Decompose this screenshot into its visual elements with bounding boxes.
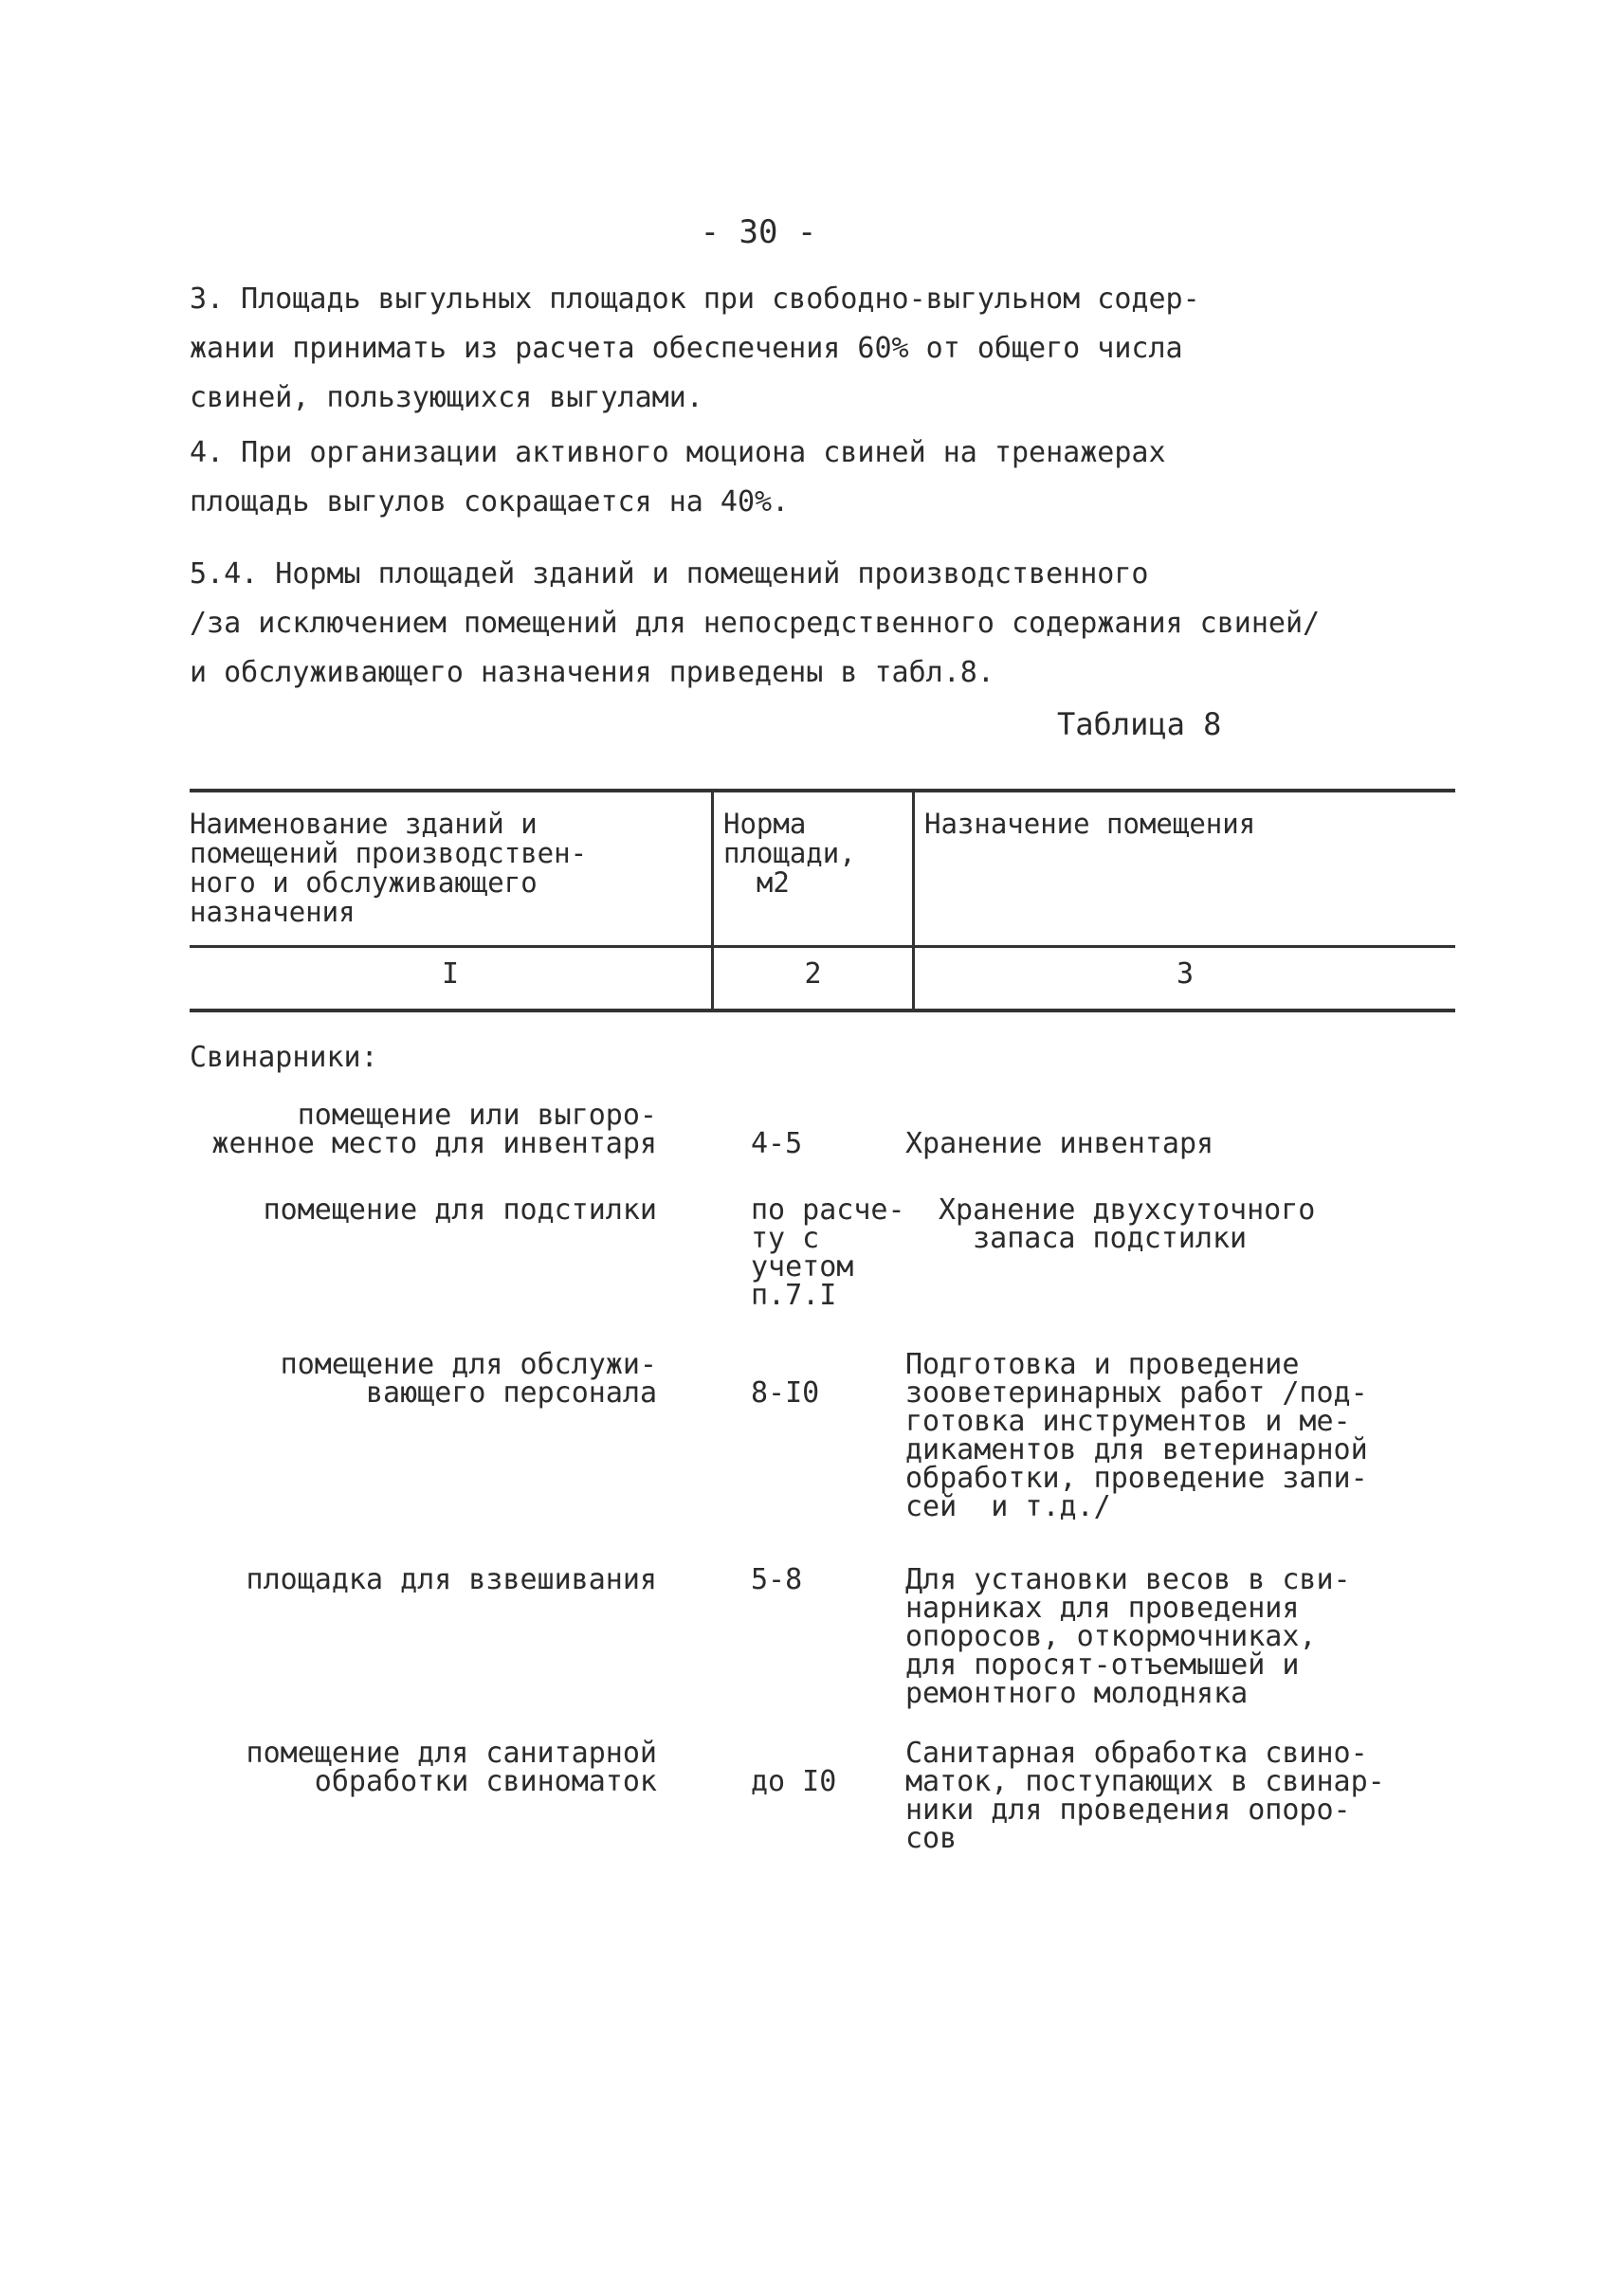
header-building-name: Наименование зданий и помещений производствен- ного и обслуживающего назначения xyxy=(190,808,588,928)
page-number: - 30 - xyxy=(700,213,817,251)
row-3-norm: 8-I0 xyxy=(751,1376,820,1410)
section-title: Свинарники: xyxy=(190,1041,378,1074)
row-4-name: площадка для взвешивания xyxy=(246,1563,657,1596)
row-3-name: помещение для обслужи- вающего персонала xyxy=(280,1348,657,1410)
paragraph-area-norms: 5.4. Нормы площадей зданий и помещений производственного /за исключением помещений для непосредственного содержания свиней/ и обслуживающего назначения приведены в табл.8. xyxy=(190,557,1321,689)
row-4-norm: 5-8 xyxy=(751,1563,803,1596)
table-caption: Таблица 8 xyxy=(1057,706,1222,742)
row-2-name: помещение для подстилки xyxy=(263,1193,657,1227)
paragraph-outdoor-area: 3. Площадь выгульных площадок при свободно-выгульном содер- жании принимать из расчета обеспечения 60% от общего числа свиней, пользующихся выгулами. xyxy=(190,282,1200,414)
table-numbers-rule xyxy=(190,1009,1455,1012)
row-3-purpose: Подготовка и проведение зооветеринарных работ /под- готовка инструментов и ме- дикаментов для ветеринарной обработки, проведение запи- сей и т.д./ xyxy=(905,1348,1368,1523)
column-number-1: I xyxy=(441,957,460,991)
row-5-purpose: Санитарная обработка свино- маток, поступающих в свинар- ники для проведения опоро- сов xyxy=(905,1737,1385,1855)
header-area-norm: Норма площади, м2 xyxy=(723,808,856,899)
row-2-norm: по расче- ту с учетом п.7.I xyxy=(751,1193,905,1312)
table-header xyxy=(190,789,1455,1012)
table-top-rule xyxy=(190,789,1455,792)
row-1-norm: 4-5 xyxy=(751,1127,803,1160)
column-number-3: 3 xyxy=(1176,957,1195,991)
row-1-purpose: Хранение инвентаря xyxy=(905,1127,1214,1160)
row-4-purpose: Для установки весов в сви- нарниках для проведения опоросов, откормочниках, для поросят-отъемышей и ремонтного молодняка xyxy=(905,1563,1351,1710)
table-header-rule xyxy=(190,945,1455,948)
row-5-norm: до I0 xyxy=(751,1765,837,1798)
row-5-name: помещение для санитарной обработки свиноматок xyxy=(246,1737,657,1798)
paragraph-exercise-trainers: 4. При организации активного моциона свиней на тренажерах площадь выгулов сокращается на 40%. xyxy=(190,436,1166,519)
header-room-purpose: Назначение помещения xyxy=(924,808,1256,840)
column-number-2: 2 xyxy=(804,957,822,991)
row-1-name: помещение или выгоро- женное место для инвентаря xyxy=(211,1099,657,1160)
row-2-purpose: Хранение двухсуточного запаса подстилки xyxy=(939,1193,1316,1255)
